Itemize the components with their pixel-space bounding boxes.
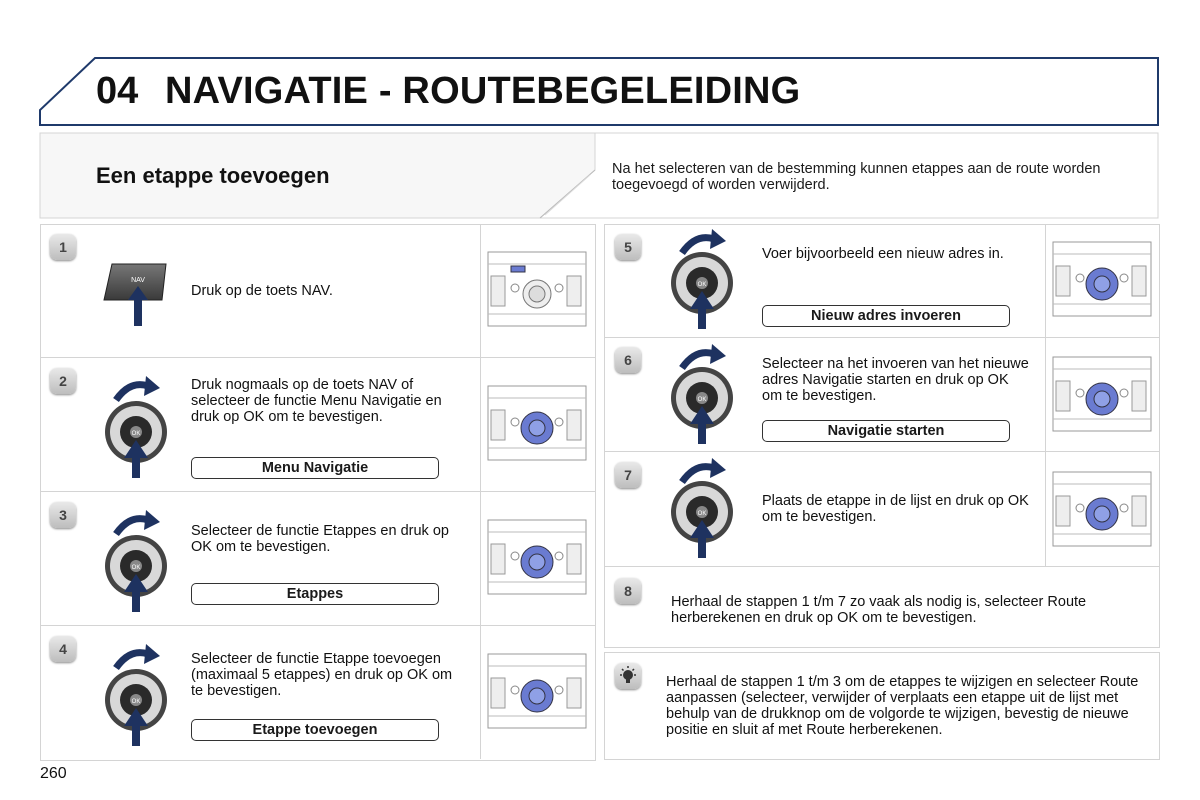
radio-panel-illustration (487, 518, 587, 598)
page-title: NAVIGATIE - ROUTEBEGELEIDING (165, 70, 801, 112)
svg-text:OK: OK (131, 565, 141, 571)
step-text-4: Selecteer de functie Etappe toevoegen (maximaal 5 etappes) en druk op OK om te bevestigen. (191, 651, 453, 699)
svg-text:OK: OK (697, 397, 707, 403)
svg-text:OK: OK (131, 699, 141, 705)
nav-key-label: NAV (131, 277, 145, 284)
svg-text:OK: OK (697, 511, 707, 517)
step-badge-3: 3 (50, 502, 76, 528)
radio-panel-illustration (487, 250, 587, 330)
svg-text:OK: OK (697, 282, 707, 288)
step-badge-8: 8 (615, 578, 641, 604)
section-title: Een etappe toevoegen (96, 163, 330, 188)
step-text-1: Druk op de toets NAV. (191, 283, 333, 299)
radio-panel-illustration (1052, 355, 1152, 435)
step-text-6: Selecteer na het invoeren van het nieuwe adres Navigatie starten en druk op OK om te bevestigen. (762, 356, 1029, 404)
step-badge-6: 6 (615, 347, 641, 373)
step-text-3: Selecteer de functie Etappes en druk op OK om te bevestigen. (191, 523, 449, 555)
section-intro: Na het selecteren van de bestemming kunnen etappes aan de route worden toegevoegd of worden verwijderd. (612, 161, 1101, 193)
radio-panel-illustration (487, 384, 587, 464)
radio-panel-illustration (1052, 470, 1152, 550)
step-badge-4: 4 (50, 636, 76, 662)
step-badge-7: 7 (615, 462, 641, 488)
nav-key-icon (100, 260, 180, 330)
step-badge-2: 2 (50, 368, 76, 394)
step-badge-5: 5 (615, 234, 641, 260)
knob-icon (666, 454, 736, 562)
step-text-2: Druk nogmaals op de toets NAV of selecteer de functie Menu Navigatie en druk op OK om te bevestigen. (191, 377, 442, 425)
step-text-5: Voer bijvoorbeeld een nieuw adres in. (762, 246, 1004, 262)
knob-icon (100, 506, 170, 618)
right-image-divider (1045, 224, 1046, 567)
knob-icon (100, 640, 170, 752)
menu-navigatie-button[interactable]: Menu Navigatie (191, 457, 439, 479)
knob-icon (666, 340, 736, 448)
tip-text: Herhaal de stappen 1 t/m 3 om de etappes te wijzigen en selecteer Route aanpassen (selecteer, verwijder of verplaats een etappe uit de lijst met behulp van de drukknop om de volgorde te wijzigen, bevestig de nieuwe positie en sluit af met Route herberekenen. (666, 674, 1139, 738)
page-number: 260 (40, 765, 67, 782)
step-badge-1: 1 (50, 234, 76, 260)
radio-panel-illustration (1052, 240, 1152, 320)
lightbulb-icon (615, 663, 641, 689)
radio-panel-illustration (487, 652, 587, 732)
step-text-7: Plaats de etappe in de lijst en druk op OK om te bevestigen. (762, 493, 1029, 525)
knob-icon (100, 372, 170, 484)
navigatie-starten-button[interactable]: Navigatie starten (762, 420, 1010, 442)
knob-icon (666, 225, 736, 333)
step-text-8: Herhaal de stappen 1 t/m 7 zo vaak als nodig is, selecteer Route herberekenen en druk op OK om te bevestigen. (671, 594, 1087, 626)
etappe-toevoegen-button[interactable]: Etappe toevoegen (191, 719, 439, 741)
left-image-divider (480, 224, 481, 759)
svg-text:OK: OK (131, 431, 141, 437)
nieuw-adres-invoeren-button[interactable]: Nieuw adres invoeren (762, 305, 1010, 327)
etappes-button[interactable]: Etappes (191, 583, 439, 605)
chapter-number: 04 (96, 70, 139, 112)
